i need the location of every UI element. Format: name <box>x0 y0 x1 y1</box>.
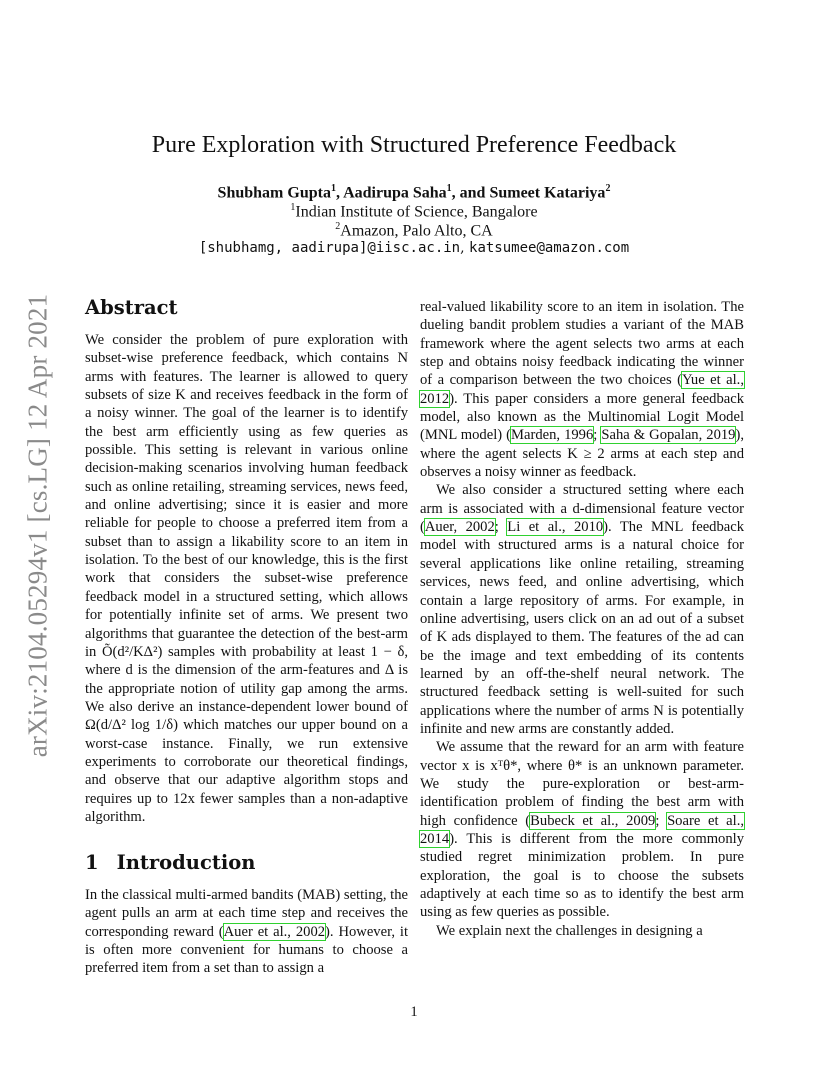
intro-text: We also consider a structured setting where each arm is associated with a d-dimensional feature vector ( <box>420 482 744 536</box>
intro-text: In the classical multi-armed bandits (MAB) setting, the agent pulls an arm at each time step and receives the corresponding reward ( <box>85 887 408 940</box>
paper-title: Pure Exploration with Structured Preference Feedback <box>151 132 677 158</box>
author-emails <box>0 240 828 256</box>
affiliation-line <box>0 221 828 240</box>
author-name: Aadirupa Saha <box>343 184 447 202</box>
email-separator: , <box>460 240 470 256</box>
affiliation-mark: 1 <box>330 183 336 194</box>
intro-text: ). This paper considers a more general feedback model, also known as the Multinomial Logit Model (MNL model) ( <box>420 390 744 444</box>
abstract-text: We consider the problem of pure exploration with subset-wise preference feedback, which contains N arms with features. The learner is allowed to query subsets of size K and receives feedback in the form of a noisy winner. The goal of the learner is to identify the best arm efficiently using as few queries as possible. This setting is relevant in various online decision-making scenarios involving human feedback such as online retailing, streaming services, news feed, and online advertising; since it is easier and more reliable for people to choose a preferred item from a subset than to assign a likability score to an item in isolation. To the best of our knowledge, this is the first work that considers the subset-wise preference feedback model in a structured setting, which allows for potentially infinite set of arms. We present two algorithms that guarantee the detection of the best-arm in Õ(d²/KΔ²) samples with probability at least 1 − δ, where d is the dimension of the arm-features and Δ is the appropriate notion of utility gap among the arms. We also derive an instance-dependent lower bound of Ω(d/Δ² log 1/δ) which matches our upper bound on a worst-case instance. Finally, we run extensive experiments to corroborate our theoretical findings, and observe that our adaptive algorithm stops and requires up to 12x fewer samples than a non-adaptive algorithm. <box>85 332 408 825</box>
intro-text: ), where the agent selects K ≥ 2 arms at each step and observes a noisy winner as feedback. <box>420 427 744 481</box>
intro-paragraph <box>85 886 408 978</box>
citation-link[interactable]: Soare et al., 2014 <box>420 812 744 847</box>
citation-separator: ; <box>593 427 602 444</box>
intro-paragraph <box>420 298 744 481</box>
author-list <box>0 183 828 202</box>
author-separator: , and <box>451 184 490 202</box>
citation-link[interactable]: Auer, 2002 <box>424 519 495 536</box>
intro-heading <box>85 851 255 874</box>
citation-link[interactable]: Li et al., 2010 <box>507 519 604 536</box>
author-name: Shubham Gupta <box>217 184 331 202</box>
affiliation-mark: 1 <box>290 202 296 213</box>
affiliation-text: Indian Institute of Science, Bangalore <box>295 203 538 221</box>
citation-link[interactable]: Auer et al., 2002 <box>223 923 326 940</box>
email-secondary[interactable]: katsumee@amazon.com <box>469 240 630 256</box>
intro-paragraph <box>420 481 744 738</box>
citation-link[interactable]: Marden, 1996 <box>511 427 594 444</box>
page-number: 1 <box>410 1004 418 1020</box>
citation-link[interactable]: Saha & Gopalan, 2019 <box>601 427 736 444</box>
intro-text: real-valued likability score to an item in isolation. The dueling bandit problem studies a variant of the MAB framework where the agent selects two arms at each step and obtains noisy feedback indicating the winner of a comparison between the two choices ( <box>420 299 744 389</box>
abstract-heading: Abstract <box>85 296 178 319</box>
abstract-body <box>85 331 408 826</box>
citation-link[interactable]: Bubeck et al., 2009 <box>530 812 656 829</box>
citation-separator: ; <box>494 519 508 536</box>
intro-text: ). However, it is often more convenient for humans to choose a preferred item from a set than to assign a <box>85 923 408 977</box>
citation-separator: ; <box>655 812 668 829</box>
intro-text: ). This is different from the more commonly studied regret minimization problem. In pure exploration, the goal is to choose the subsets adaptively at each time so as to identify the best arm using as few queries as possible. <box>420 830 744 921</box>
intro-paragraph: We explain next the challenges in designing a <box>436 922 703 939</box>
arxiv-identifier-text: arXiv:2104.05294v1 [cs.LG] 12 Apr 2021 <box>22 293 53 757</box>
arxiv-identifier-stamp <box>22 290 54 760</box>
intro-body <box>85 886 408 978</box>
intro-text: ). The MNL feedback model with structured arms is a natural choice for several applications like online retailing, streaming services, news feed, and online advertising, which contain a large repository of arms. For example, in online advertising, users click on an ad out of a subset of K ads displayed to them. The features of the ad can be the image and text embedding of its contents learned by an off-the-shelf neural network. The structured feedback setting is well-suited for such applications where the number of arms N is potentially infinite and new arms are constantly added. <box>420 519 745 737</box>
affiliation-text: Amazon, Palo Alto, CA <box>340 222 493 240</box>
citation-link[interactable]: Yue et al., 2012 <box>420 372 744 407</box>
affiliation-mark: 1 <box>446 183 452 194</box>
intro-text: We assume that the reward for an arm with feature vector x is xᵀθ*, where θ* is an unknown parameter. We study the pure-exploration or best-arm-identification problem of finding the best arm with high confidence ( <box>420 739 744 829</box>
affiliation-mark: 2 <box>605 183 611 194</box>
section-number: 1 <box>85 851 99 874</box>
right-column <box>420 298 744 940</box>
affiliation-line <box>0 202 828 221</box>
section-title: Introduction <box>116 851 256 874</box>
intro-paragraph <box>420 738 744 921</box>
email-primary[interactable]: [shubhamg, aadirupa]@iisc.ac.in <box>198 240 461 256</box>
affiliation-mark: 2 <box>335 221 341 232</box>
author-separator: , <box>335 184 344 202</box>
author-name: Sumeet Katariya <box>489 184 606 202</box>
